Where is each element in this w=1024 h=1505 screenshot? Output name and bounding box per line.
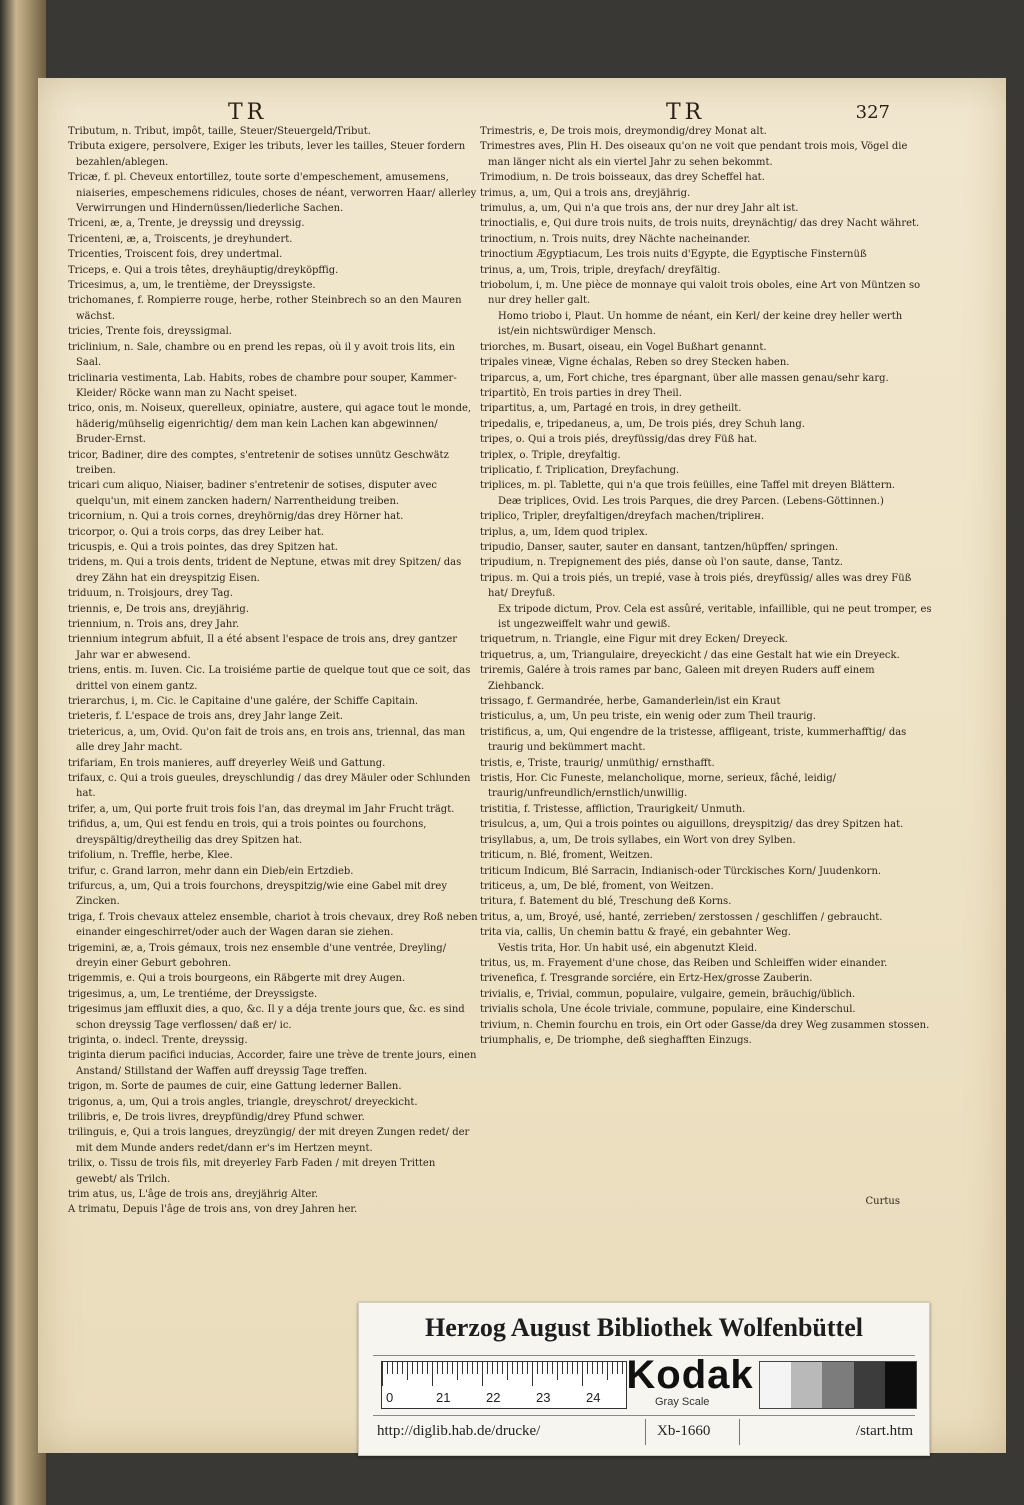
ruler-tick [387, 1362, 388, 1374]
dictionary-entry: trigemmis, e. Qui a trois bourgeons, ein Räbgerte mit drey Augen. [68, 973, 406, 985]
dictionary-entry: trico, onis, m. Noiseux, querelleux, opiniatre, austere, qui agace tout le monde, häderig/mühselig eigenrichtig/ dem man kein Lachen kan abgewinnen/ Bruder-Ernst. [68, 403, 472, 446]
dictionary-entry: triobolum, i, m. Une pièce de monnaye qui valoit trois oboles, eine Art von Müntzen so nur drey heller galt. [480, 280, 921, 307]
ruler-tick [467, 1362, 468, 1374]
dictionary-entry: triennium integrum abfuit, Il a été absent l'espace de trois ans, drey gantzer Jahr war er abwesend. [68, 634, 458, 661]
dictionary-entry: tricari cum aliquo, Niaiser, badiner s'entretenir de sotises, disputer avec quelqu'un, mit einem zancken hadern/ Narrentheidung treiben. [68, 480, 437, 507]
ruler-tick [417, 1362, 418, 1374]
ruler-tick [422, 1362, 423, 1374]
ruler-tick [562, 1362, 563, 1374]
ruler-tick [517, 1362, 518, 1374]
ruler-tick [482, 1362, 483, 1386]
dictionary-entry: Homo triobo i, Plaut. Un homme de néant, ein Kerl/ der keine drey heller werth ist/ein nichtswürdiger Mensch. [498, 310, 903, 338]
page-number: 327 [855, 102, 890, 123]
ruler-tick [432, 1362, 433, 1386]
ruler-tick [597, 1362, 598, 1374]
dictionary-entry: tripedalis, e, tripedaneus, a, um, De trois piés, drey Schuh lang. [480, 418, 805, 430]
ruler-tick [447, 1362, 448, 1374]
dictionary-entry: triplices, m. pl. Tablette, qui n'a que trois feüilles, eine Taffel mit dreyen Blättern. [480, 480, 896, 492]
dictionary-entry: trigemini, æ, a, Trois gémaux, trois nez ensemble d'une ventrée, Dreyling/ dreyin einer Geburt gebohren. [68, 942, 447, 969]
dictionary-entry: trigonus, a, um, Qui a trois angles, triangle, dreyschrot/ dreyeckicht. [68, 1096, 418, 1108]
dictionary-entry: trisulcus, a, um, Qui a trois pointes ou aiguillons, dreyspitzig/ das drey Spitzen hat. [480, 819, 904, 831]
ruler-tick [507, 1362, 508, 1380]
dictionary-entry: tripartitò, En trois parties in drey Theil. [480, 387, 682, 399]
dictionary-entry: triorches, m. Busart, oiseau, ein Vogel Bußhart genannt. [480, 341, 767, 353]
source-url: http://diglib.hab.de/drucke/ [377, 1423, 541, 1439]
dictionary-entry: tristis, Hor. Cic Funeste, melancholique, morne, serieux, fâché, leidig/ traurig/unfreundlich/ernstlich/unwillig. [480, 773, 837, 800]
dictionary-entry: trilibris, e, De trois livres, dreypfündig/drey Pfund schwer. [68, 1112, 365, 1123]
ruler-tick [512, 1362, 513, 1374]
gray-swatch [822, 1362, 853, 1408]
dictionary-entry: triplex, o. Triple, dreyfaltig. [480, 449, 621, 461]
ruler-tick [412, 1362, 413, 1374]
right-column [480, 124, 932, 1048]
dictionary-entry: tristitia, f. Tristesse, affliction, Traurigkeit/ Unmuth. [480, 803, 746, 815]
dictionary-entry: trinoctium Ægyptiacum, Les trois nuits d'Egypte, die Egyptische Finsternüß [480, 249, 867, 261]
ruler-tick [407, 1362, 408, 1380]
divider [645, 1419, 646, 1445]
dictionary-entry: Ex tripode dictum, Prov. Cela est assûré, veritable, infaillible, qui ne peut tromper, es ist ungezweiffelt wahr und gewiß. [498, 603, 932, 630]
dictionary-entry: trifur, c. Grand larron, mehr dann ein Dieb/ein Ertzdieb. [68, 865, 354, 877]
dictionary-entry: triplico, Tripler, dreyfaltigen/dreyfach machen/triplirен. [480, 511, 765, 523]
dictionary-entry: trigesimus jam effluxit dies, a quo, &c. Il y a déja trente jours que, &c. es sind schon dreyssig Tage verflossen/ daß er/ ic. [68, 1004, 465, 1031]
dictionary-entry: tripes, o. Qui a trois piés, dreyfüssig/das drey Füß hat. [480, 434, 758, 446]
dictionary-entry: tripus. m. Qui a trois piés, un trepié, vase à trois piés, dreyfüssig/ alles was drey Füß hat/ Dreyfuß. [480, 572, 912, 600]
dictionary-entry: Trimodium, n. De trois boisseaux, das drey Scheffel hat. [480, 172, 765, 184]
dictionary-entry: Tricenties, Troiscent fois, drey undertmal. [68, 249, 283, 261]
dictionary-entry: trissago, f. Germandrée, herbe, Gamanderlein/ist ein Kraut [480, 696, 781, 708]
ruler-number: 22 [486, 1390, 501, 1405]
dictionary-entry: trivium, n. Chemin fourchu en trois, ein Ort oder Gasse/da drey Weg zusammen stossen. [480, 1019, 930, 1031]
ruler-tick [442, 1362, 443, 1374]
dictionary-entry: triduum, n. Troisjours, drey Tag. [68, 588, 233, 600]
dictionary-entry: tritus, a, um, Broyé, usé, hanté, zerrieben/ zerstossen / geschliffen / gebraucht. [480, 911, 883, 923]
ruler-tick [437, 1362, 438, 1374]
ruler-tick [602, 1362, 603, 1374]
ruler-tick [492, 1362, 493, 1374]
ruler-tick [537, 1362, 538, 1374]
dictionary-entry: triplicatio, f. Triplication, Dreyfachung. [480, 464, 680, 476]
dictionary-entry: trimulus, a, um, Qui n'a que trois ans, der nur drey Jahr alt ist. [480, 203, 799, 215]
dictionary-entry: triquetrum, n. Triangle, eine Figur mit drey Ecken/ Dreyeck. [480, 634, 788, 646]
ruler-number: 24 [586, 1390, 601, 1405]
ruler-tick [572, 1362, 573, 1374]
dictionary-entry: triga, f. Trois chevaux attelez ensemble, chariot à trois chevaux, drey Roß neben einander eingeschirret/oder auch der Wagen daran sie ziehen. [68, 911, 478, 939]
ruler-tick [587, 1362, 588, 1374]
dictionary-entry: trifurcus, a, um, Qui a trois fourchons, dreyspitzig/wie eine Gabel mit drey Zincken. [68, 880, 447, 908]
ruler-tick [567, 1362, 568, 1374]
gray-scale-swatches [759, 1361, 917, 1409]
dictionary-entry: Tricenteni, æ, a, Troiscents, je dreyhundert. [68, 233, 293, 245]
dictionary-entry: tripartitus, a, um, Partagé en trois, in drey getheilt. [480, 403, 742, 415]
dictionary-entry: triens, entis. m. Iuven. Cic. La troisiéme partie de quelque tout que ce soit, das drittel von einem gantz. [68, 665, 471, 692]
dictionary-entry: trilix, o. Tissu de trois fils, mit dreyerley Farb Faden / mit dreyen Tritten gewebt/ als Trilch. [68, 1158, 436, 1185]
dictionary-entry: tristificus, a, um, Qui engendre de la tristesse, affligeant, triste, kummerhafftig/ das traurig und bekümmert macht. [480, 726, 907, 754]
library-target-card [358, 1302, 930, 1456]
gray-swatch [791, 1362, 822, 1408]
dictionary-entry: tripudium, n. Trepignement des piés, danse où l'on saute, danse, Tantz. [480, 557, 843, 569]
dictionary-entry: tricornium, n. Qui a trois cornes, dreyhörnig/das drey Hörner hat. [68, 511, 404, 523]
dictionary-entry: triennis, e, De trois ans, dreyjährig. [68, 603, 249, 615]
header-left: TR [228, 100, 268, 125]
dictionary-entry: trigesimus, a, um, Le trentiéme, der Dreyssigste. [68, 988, 318, 1000]
dictionary-entry: Tricæ, f. pl. Cheveux entortillez, toute sorte d'empeschement, amusemens, niaiseries, empeschemens ridicules, choses de néant, verworren Haar/ allerley Verwirrungen und Hindernüssen/liederliche Sachen. [68, 172, 477, 215]
catchword: Curtus [865, 1196, 900, 1207]
ruler-tick [452, 1362, 453, 1374]
shelfmark: Xb-1660 [657, 1423, 711, 1439]
dictionary-entry: trifariam, En trois manieres, auff dreyerley Weiß und Gattung. [68, 757, 386, 769]
dictionary-entry: triennium, n. Trois ans, drey Jahr. [68, 619, 240, 630]
ruler-number: 0 [386, 1390, 394, 1405]
start-link: /start.htm [855, 1423, 913, 1439]
gray-swatch [760, 1362, 791, 1408]
dictionary-entry: trifidus, a, um, Qui est fendu en trois, qui a trois pointes ou fourchons, dreyspältig/dreytheilig das drey Spitzen hat. [68, 819, 427, 846]
dictionary-entry: Deæ triplices, Ovid. Les trois Parques, die drey Parcen. (Lebens-Göttinnen.) [498, 495, 884, 507]
ruler-tick [582, 1362, 583, 1386]
ruler-tick [472, 1362, 473, 1374]
dictionary-entry: Tricesimus, a, um, le trentième, der Dreyssigste. [68, 280, 316, 292]
book-page [38, 78, 1006, 1453]
ruler-tick [527, 1362, 528, 1374]
divider [739, 1419, 740, 1445]
dictionary-entry: trinoctialis, e, Qui dure trois nuits, de trois nuits, dreynächtig/ das drey Nacht währet. [480, 218, 920, 230]
dictionary-entry: trieteris, f. L'espace de trois ans, drey Jahr lange Zeit. [68, 711, 343, 723]
dictionary-entry: trifolium, n. Treffle, herbe, Klee. [68, 850, 233, 862]
ruler-tick [532, 1362, 533, 1386]
dictionary-entry: trifaux, c. Qui a trois gueules, dreyschlundig / das drey Mäuler oder Schlunden hat. [68, 773, 471, 800]
dictionary-entry: triticum Indicum, Blé Sarracin, Indianisch-oder Türckisches Korn/ Juudenkorn. [480, 865, 882, 877]
dictionary-entry: trifer, a, um, Qui porte fruit trois fois l'an, das dreymal im Jahr Frucht trägt. [68, 803, 455, 815]
dictionary-entry: tricies, Trente fois, dreyssigmal. [68, 326, 232, 338]
dictionary-entry: triplus, a, um, Idem quod triplex. [480, 526, 648, 538]
header-right: TR [666, 100, 706, 125]
dictionary-entry: triticeus, a, um, De blé, froment, von Weitzen. [480, 880, 714, 892]
ruler-tick [477, 1362, 478, 1374]
ruler-tick [457, 1362, 458, 1380]
dictionary-entry: trim atus, us, L'âge de trois ans, dreyjährig Alter. [68, 1189, 319, 1201]
dictionary-entry: Tributum, n. Tribut, impôt, taille, Steuer/Steuergeld/Tribut. [68, 126, 371, 137]
ruler-tick [502, 1362, 503, 1374]
dictionary-entry: Tributa exigere, persolvere, Exiger les tributs, lever les tailles, Steuer fordern bezahlen/ablegen. [68, 141, 466, 168]
ruler-tick [397, 1362, 398, 1374]
ruler-number: 23 [536, 1390, 551, 1405]
gray-swatch [854, 1362, 885, 1408]
divider [373, 1415, 915, 1416]
dictionary-entry: trichomanes, f. Rompierre rouge, herbe, rother Steinbrech so an den Mauren wächst. [68, 295, 462, 322]
dictionary-entry: Vestis trita, Hor. Un habit usé, ein abgenutzt Kleid. [498, 942, 758, 954]
dictionary-entry: triginta, o. indecl. Trente, dreyssig. [68, 1034, 248, 1046]
dictionary-entry: triumphalis, e, De triomphe, deß sieghafften Einzugs. [480, 1034, 752, 1046]
ruler-tick [552, 1362, 553, 1374]
library-name: Herzog August Bibliothek Wolfenbüttel [425, 1313, 863, 1342]
kodak-logo: Kodak [626, 1353, 754, 1397]
ruler-tick [547, 1362, 548, 1374]
ruler-tick [612, 1362, 613, 1374]
dictionary-entry: triquetrus, a, um, Triangulaire, dreyeckicht / das eine Gestalt hat wie ein Dreyeck. [480, 649, 900, 661]
ruler-tick [557, 1362, 558, 1380]
dictionary-entry: trita via, callis, Un chemin battu & frayé, ein gebahnter Weg. [480, 927, 791, 939]
left-column [68, 124, 478, 1218]
dictionary-entry: tricorpor, o. Qui a trois corps, das drey Leiber hat. [68, 526, 325, 538]
dictionary-entry: trivialis schola, Une école triviale, commune, populaire, eine Kinderschul. [480, 1004, 856, 1016]
dictionary-entry: Triceni, æ, a, Trente, je dreyssig und dreyssig. [68, 218, 305, 230]
dictionary-entry: triparcus, a, um, Fort chiche, tres épargnant, über alle massen genau/sehr karg. [480, 372, 889, 384]
ruler-tick [462, 1362, 463, 1374]
dictionary-entry: triticum, n. Blé, froment, Weitzen. [480, 850, 653, 862]
dictionary-entry: triclinium, n. Sale, chambre ou en prend les repas, où il y avoit trois lits, ein Saal. [68, 341, 455, 369]
dictionary-entry: triremis, Galére à trois rames par banc, Galeen mit dreyen Ruders auff einem Ziehbanck. [480, 665, 875, 692]
dictionary-entry: trilinguis, e, Qui a trois langues, dreyzüngig/ der mit dreyen Zungen redet/ der mit dem Munde anders redet/dann er's im Hertzen meynt. [68, 1127, 470, 1154]
dictionary-entry: Trimestris, e, De trois mois, dreymondig/drey Monat alt. [480, 126, 767, 137]
dictionary-entry: triclinaria vestimenta, Lab. Habits, robes de chambre pour souper, Kammer-Kleider/ Röcke wann man zu Nacht speiset. [68, 372, 457, 399]
dictionary-entry: Trimestres aves, Plin H. Des oiseaux qu'on ne voit que pendant trois mois, Vögel die man länger nicht als ein viertel Jahr zu sehen bekommt. [480, 141, 908, 168]
dictionary-entry: triginta dierum pacifici inducias, Accorder, faire une trève de trente jours, einen Anstand/ Stillstand der Waffen auff dreyssig Tage treffen. [68, 1050, 477, 1077]
ruler [381, 1361, 627, 1409]
ruler-tick [542, 1362, 543, 1374]
ruler-tick [497, 1362, 498, 1374]
dictionary-entry: trinoctium, n. Trois nuits, drey Nächte nacheinander. [480, 233, 751, 245]
dictionary-entry: tristis, e, Triste, traurig/ unmüthig/ ernsthafft. [480, 757, 715, 769]
ruler-tick [592, 1362, 593, 1374]
dictionary-entry: tricuspis, e. Qui a trois pointes, das drey Spitzen hat. [68, 541, 338, 553]
dictionary-entry: tritus, us, m. Frayement d'une chose, das Reiben und Schleiffen wider einander. [480, 957, 888, 969]
dictionary-entry: tripudio, Danser, sauter, sauter en dansant, tantzen/hüpffen/ springen. [480, 541, 839, 553]
ruler-number: 21 [436, 1390, 451, 1405]
ruler-tick [427, 1362, 428, 1374]
gray-swatch [885, 1362, 916, 1408]
gray-scale-label: Gray Scale [655, 1396, 710, 1408]
dictionary-entry: trigon, m. Sorte de paumes de cuir, eine Gattung lederner Ballen. [68, 1081, 402, 1093]
ruler-tick [402, 1362, 403, 1374]
ruler-tick [577, 1362, 578, 1374]
dictionary-entry: trierarchus, i, m. Cic. le Capitaine d'une galére, der Schiffe Capitain. [68, 696, 419, 708]
ruler-tick [522, 1362, 523, 1374]
dictionary-entry: Triceps, e. Qui a trois têtes, dreyhäuptig/dreyköpffig. [68, 264, 339, 276]
ruler-tick [617, 1362, 618, 1374]
ruler-tick [607, 1362, 608, 1380]
ruler-tick [392, 1362, 393, 1374]
dictionary-entry: trisyllabus, a, um, De trois syllabes, ein Wort von drey Sylben. [480, 834, 796, 846]
ruler-tick [382, 1362, 383, 1386]
dictionary-entry: trimus, a, um, Qui a trois ans, dreyjährig. [480, 187, 691, 199]
dictionary-entry: trietericus, a, um, Ovid. Qu'on fait de trois ans, en trois ans, triennal, das man alle drey Jahr macht. [68, 726, 466, 754]
dictionary-entry: tricor, Badiner, dire des comptes, s'entretenir de sotises unnütz Geschwätz treiben. [68, 449, 449, 476]
dictionary-entry: trivenefica, f. Tresgrande sorciére, ein Ertz-Hex/grosse Zauberin. [480, 973, 813, 985]
ruler-tick [487, 1362, 488, 1374]
dictionary-entry: tritura, f. Batement du blé, Treschung deß Korns. [480, 896, 732, 908]
dictionary-entry: tridens, m. Qui a trois dents, trident de Neptune, etwas mit drey Spitzen/ das drey Zähn hat ein dreyspitzig Eisen. [68, 557, 462, 584]
dictionary-entry: tripales vineæ, Vigne échalas, Reben so drey Stecken haben. [480, 357, 790, 369]
dictionary-entry: tristiculus, a, um, Un peu triste, ein wenig oder zum Theil traurig. [480, 711, 816, 723]
dictionary-entry: trivialis, e, Trivial, commun, populaire, vulgaire, gemein, bräuchig/üblich. [480, 988, 856, 1000]
dictionary-entry: A trimatu, Depuis l'âge de trois ans, von drey Jahren her. [68, 1204, 358, 1216]
dictionary-entry: trinus, a, um, Trois, triple, dreyfach/ dreyfältig. [480, 264, 721, 276]
